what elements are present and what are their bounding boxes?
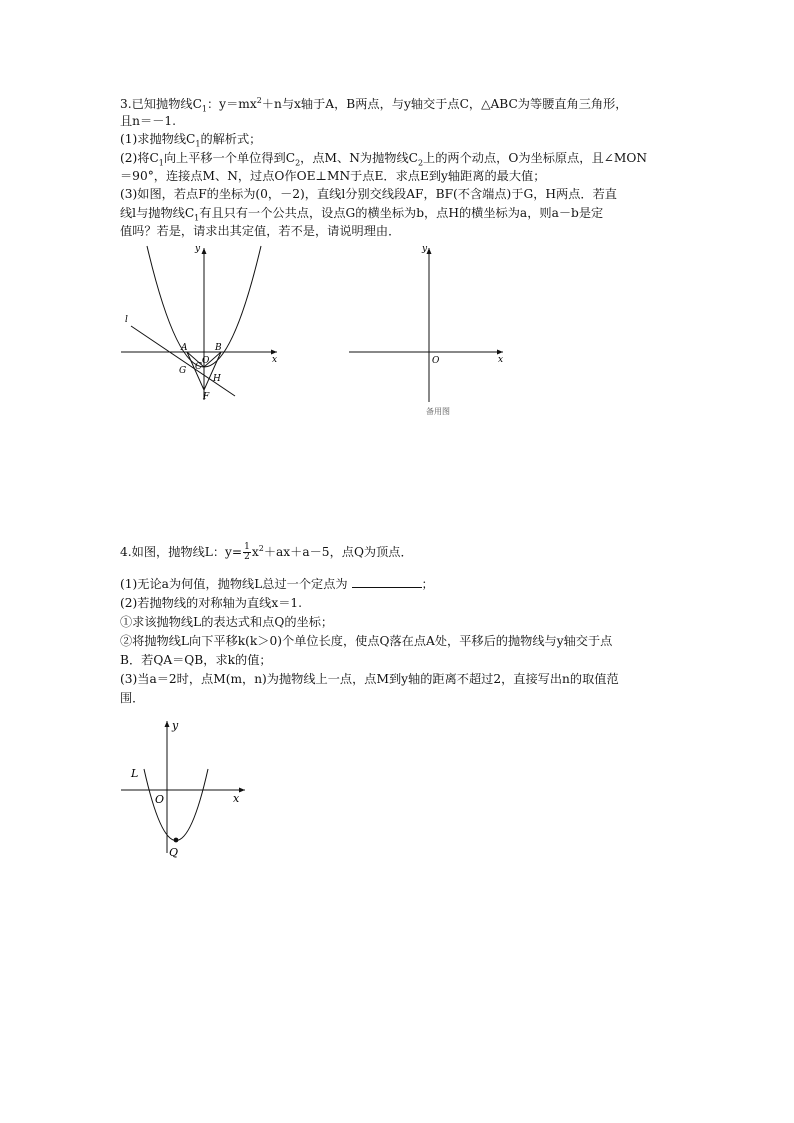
- fig1-label-f: F: [203, 392, 210, 402]
- q3-part-1: (1)求抛物线$C_1$的解析式；: [120, 132, 262, 149]
- q4-fig-label-q: Q: [169, 846, 179, 859]
- q3-figure-main: [115, 240, 285, 410]
- q4-fig-label-y: y: [172, 719, 179, 732]
- fig1-label-o: O: [202, 356, 210, 366]
- q3-part-2-cont: ＝90°，连接点M、N，过点O作OE⊥MN于点E．求点E到y轴距离的最大值；: [120, 169, 546, 183]
- fig2-caption: 备用图: [426, 407, 450, 416]
- q3-figure-spare: [345, 240, 515, 420]
- fig1-label-y: y: [195, 244, 201, 254]
- fig2-label-o: O: [432, 356, 440, 366]
- fig1-label-l: l: [125, 315, 128, 325]
- q4-fraction: $\frac{1}{2}$: [244, 542, 250, 562]
- q4-answer-blank[interactable]: [352, 577, 422, 588]
- q4-part-1: (1)无论a为何值，抛物线L总过一个定点为 ；: [120, 577, 434, 591]
- q4-part-3-cont: 围．: [120, 691, 145, 705]
- q3-line-2: 且n＝－1.: [120, 114, 177, 128]
- q4-fig-label-o: O: [155, 793, 165, 806]
- q4-line-1: 4.如图，抛物线L：y= $\frac{1}{2}$ $x^2+ax+a-5$，点Q为顶点．: [120, 542, 413, 562]
- fig1-label-g: G: [179, 366, 187, 376]
- q3-part-3-end: 值吗？若是，请求出其定值，若不是，请说明理由．: [120, 224, 401, 238]
- q4-part-2-ii: ②将抛物线L向下平移k(k＞0)个单位长度，使点Q落在点A处，平移后的抛物线与y轴交于点: [120, 634, 613, 648]
- fig1-label-a: A: [181, 343, 188, 353]
- q4-fig-label-x: x: [233, 792, 240, 805]
- q3-part-3-cont: 线l与抛物线$C_1$有且只有一个公共点，设点G的横坐标为b，点H的横坐标为a，则a－b是定: [120, 206, 604, 223]
- q4-part-3: (3)当a＝2时，点M(m，n)为抛物线上一点，点M到y轴的距离不超过2，直接写出n的取值范: [120, 672, 619, 686]
- q4-figure: [115, 715, 250, 860]
- fig2-label-x: x: [498, 355, 504, 365]
- q3-line-1: 3.已知抛物线$C_1$：$y=mx^2+n$与x轴于A，B两点，与y轴交于点C，△ABC为等腰直角三角形，: [120, 95, 628, 114]
- fig2-label-y: y: [422, 244, 428, 254]
- fig1-label-h: H: [213, 374, 221, 384]
- q3-part-3: (3)如图，若点F的坐标为(0，－2)，直线l分别交线段AF，BF(不含端点)于G，H两点．若直: [120, 187, 617, 201]
- q4-fig-label-l: L: [131, 767, 139, 780]
- fig1-label-b: B: [215, 343, 222, 353]
- q4-part-2-ii-cont: B．若QA＝QB，求k的值；: [120, 653, 272, 667]
- q4-part-2: (2)若抛物线的对称轴为直线x＝1.: [120, 596, 303, 610]
- q3-part-2: (2)将$C_1$向上平移一个单位得到$C_2$，点M、N为抛物线$C_2$上的两个动点，O为坐标原点，且∠MON: [120, 151, 648, 168]
- fig1-label-x: x: [272, 355, 278, 365]
- q4-part-2-i: ①求该抛物线L的表达式和点Q的坐标；: [120, 615, 334, 629]
- fig1-label-c: C: [195, 362, 202, 372]
